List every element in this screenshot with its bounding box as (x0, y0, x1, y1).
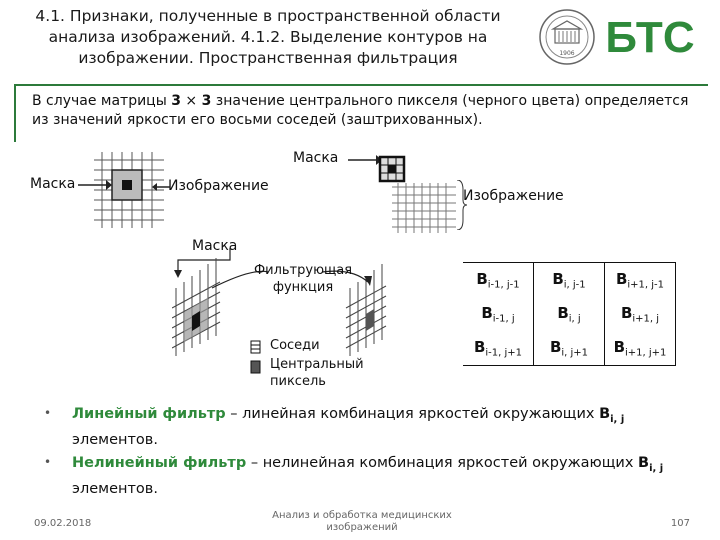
dim-a: 3 (171, 93, 181, 109)
footer-course: Анализ и обработка медицинских изображений (272, 510, 452, 533)
university-emblem-icon (538, 8, 596, 66)
center-pixel-swatch-icon (250, 360, 262, 374)
table-cell: $B_{i-1, j}$ (463, 297, 534, 331)
table-cell: $B_{i+1, j}$ (605, 297, 676, 331)
mask-label-left: Маска (30, 176, 76, 192)
mask-label-bottom: Маска (192, 238, 238, 254)
table-cell: $B_{i, j}$ (534, 297, 605, 331)
dim-b: 3 (201, 93, 212, 109)
footer-date: 09.02.2018 (34, 518, 92, 529)
bts-logo (600, 10, 700, 60)
image-label-right: Изображение (463, 188, 564, 204)
bullet-term: Линейный фильтр (72, 406, 226, 422)
arrow-icon (348, 154, 382, 166)
table-cell: $B_{i+1, j-1}$ (605, 263, 676, 298)
table-cell: $B_{i-1, j-1}$ (463, 263, 534, 298)
legend-neighbors: Соседи (270, 338, 320, 353)
intro-text: В случае матрицы 3 × 3 значение центрального пикселя (черного цвета) определяется из значений яркости его восьми соседей (заштрихованных). (32, 93, 689, 128)
bullet-icon: • (44, 406, 52, 420)
arrow-icon (78, 178, 112, 192)
bts-logo-icon (600, 10, 700, 60)
table-cell: $B_{i+1, j+1}$ (605, 331, 676, 366)
table-cell: $B_{i, j+1}$ (534, 331, 605, 366)
image-grid-right (378, 155, 458, 235)
image-label-left: Изображение (168, 178, 269, 194)
mask-label-right: Маска (293, 150, 339, 166)
legend-center: Центральный пиксель (270, 357, 364, 389)
bts-logo-text: БТС (605, 13, 695, 60)
brightness-table (463, 262, 676, 366)
slide-title: 4.1. Признаки, полученные в пространственной области анализа изображений. 4.1.2. Выделение контуров на изображении. Пространственная фильтрация (35, 7, 501, 67)
table-cell: $B_{i-1, j+1}$ (463, 331, 534, 366)
page-number: 107 (670, 518, 690, 529)
bullet-list (44, 404, 684, 502)
filter-function-label: Фильтрующая функция (253, 263, 353, 295)
list-item: • Нелинейный фильтр – нелинейная комбинация яркостей окружающих $B_{i, j}$ элементов. (44, 453, 684, 499)
emblem-year: 1906 (559, 50, 575, 57)
list-item: • Линейный фильтр – линейная комбинация яркостей окружающих $B_{i, j}$ элементов. (44, 404, 684, 450)
bullet-term: Нелинейный фильтр (72, 454, 247, 471)
neighbors-swatch-icon (250, 340, 262, 354)
table-cell: $B_{i, j-1}$ (534, 263, 605, 298)
arrow-icon (152, 182, 170, 192)
bullet-icon: • (44, 454, 52, 469)
